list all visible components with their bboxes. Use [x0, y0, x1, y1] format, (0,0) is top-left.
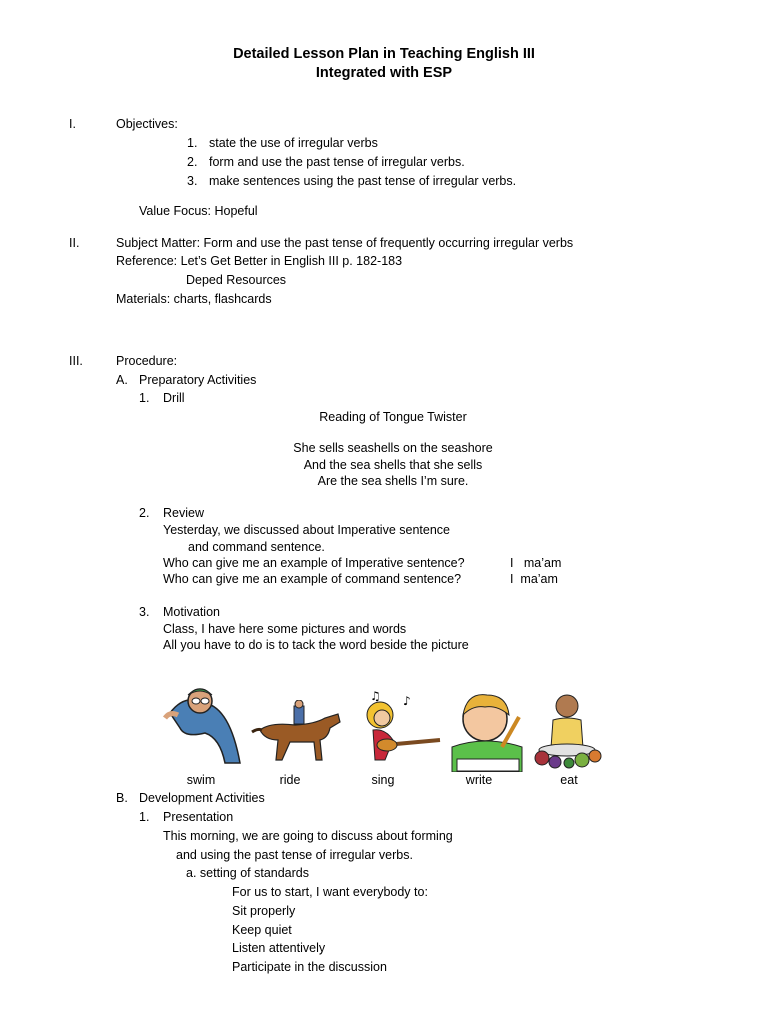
list-letter: A.: [116, 373, 128, 387]
tongue-twister-line: Are the sea shells I’m sure.: [317, 474, 469, 488]
motivation-line: Class, I have here some pictures and words: [163, 622, 407, 636]
subject-matter: Subject Matter: Form and use the past tense of frequently occurring irregular verbs: [116, 236, 574, 250]
objective-item: make sentences using the past tense of irregular verbs.: [209, 174, 517, 188]
review-line: and command sentence.: [188, 540, 325, 554]
drill-heading: Drill: [163, 391, 185, 405]
tongue-twister-line: She sells seashells on the seashore: [293, 441, 493, 455]
reference-source: Deped Resources: [186, 273, 287, 287]
list-number: 1.: [139, 810, 150, 824]
swimmer-picture: [160, 683, 245, 768]
procedure-heading: Procedure:: [116, 354, 178, 368]
section-number: I.: [69, 117, 76, 131]
review-line: Who can give me an example of command sentence?: [163, 572, 462, 586]
review-line: Who can give me an example of Imperative sentence?: [163, 556, 465, 570]
svg-text:♪: ♪: [403, 694, 411, 708]
motivation-heading: Motivation: [163, 605, 220, 619]
presentation-line: This morning, we are going to discuss about forming: [163, 829, 453, 843]
list-number: 2.: [187, 155, 198, 169]
standards-intro: For us to start, I want everybody to:: [232, 885, 428, 899]
drill-title: Reading of Tongue Twister: [319, 410, 467, 424]
presentation-heading: Presentation: [163, 810, 234, 824]
materials: Materials: charts, flashcards: [116, 292, 272, 306]
list-number: 3.: [139, 605, 150, 619]
motivation-line: All you have to do is to tack the word beside the picture: [163, 638, 469, 652]
value-focus: Value Focus: Hopeful: [139, 204, 258, 218]
document-title: Detailed Lesson Plan in Teaching English III: [233, 46, 535, 62]
list-letter: B.: [116, 791, 128, 805]
svg-text:♫: ♫: [370, 690, 381, 703]
tongue-twister-line: And the sea shells that she sells: [303, 458, 483, 472]
review-heading: Review: [163, 506, 204, 520]
list-number: 1.: [187, 136, 198, 150]
picture-caption: write: [465, 773, 493, 787]
reference: Reference: Let’s Get Better in English III p. 182-183: [116, 254, 403, 268]
writer-picture: [447, 687, 527, 772]
list-number: 3.: [187, 174, 198, 188]
horse-rider-picture: [250, 700, 345, 765]
eater-picture: [527, 690, 612, 772]
document-subtitle: Integrated with ESP: [315, 65, 453, 81]
picture-caption: ride: [279, 773, 301, 787]
picture-caption: eat: [560, 773, 578, 787]
section-number: II.: [69, 236, 80, 250]
objective-item: form and use the past tense of irregular verbs.: [209, 155, 465, 169]
picture-caption: sing: [371, 773, 395, 787]
answer: I ma’am: [510, 556, 562, 570]
presentation-line: and using the past tense of irregular verbs.: [176, 848, 413, 862]
standard-item: Sit properly: [232, 904, 296, 918]
picture-caption: swim: [186, 773, 216, 787]
standard-item: Participate in the discussion: [232, 960, 387, 974]
standard-item: Keep quiet: [232, 923, 292, 937]
singer-picture: [355, 690, 445, 770]
section-number: III.: [69, 354, 83, 368]
answer: I ma’am: [510, 572, 558, 586]
standard-item: Listen attentively: [232, 941, 326, 955]
objective-item: state the use of irregular verbs: [209, 136, 378, 150]
objectives-heading: Objectives:: [116, 117, 178, 131]
list-number: 1.: [139, 391, 150, 405]
development-heading: Development Activities: [139, 791, 265, 805]
standards-heading: a. setting of standards: [186, 866, 309, 880]
list-number: 2.: [139, 506, 150, 520]
review-line: Yesterday, we discussed about Imperative sentence: [163, 523, 450, 537]
preparatory-heading: Preparatory Activities: [139, 373, 257, 387]
